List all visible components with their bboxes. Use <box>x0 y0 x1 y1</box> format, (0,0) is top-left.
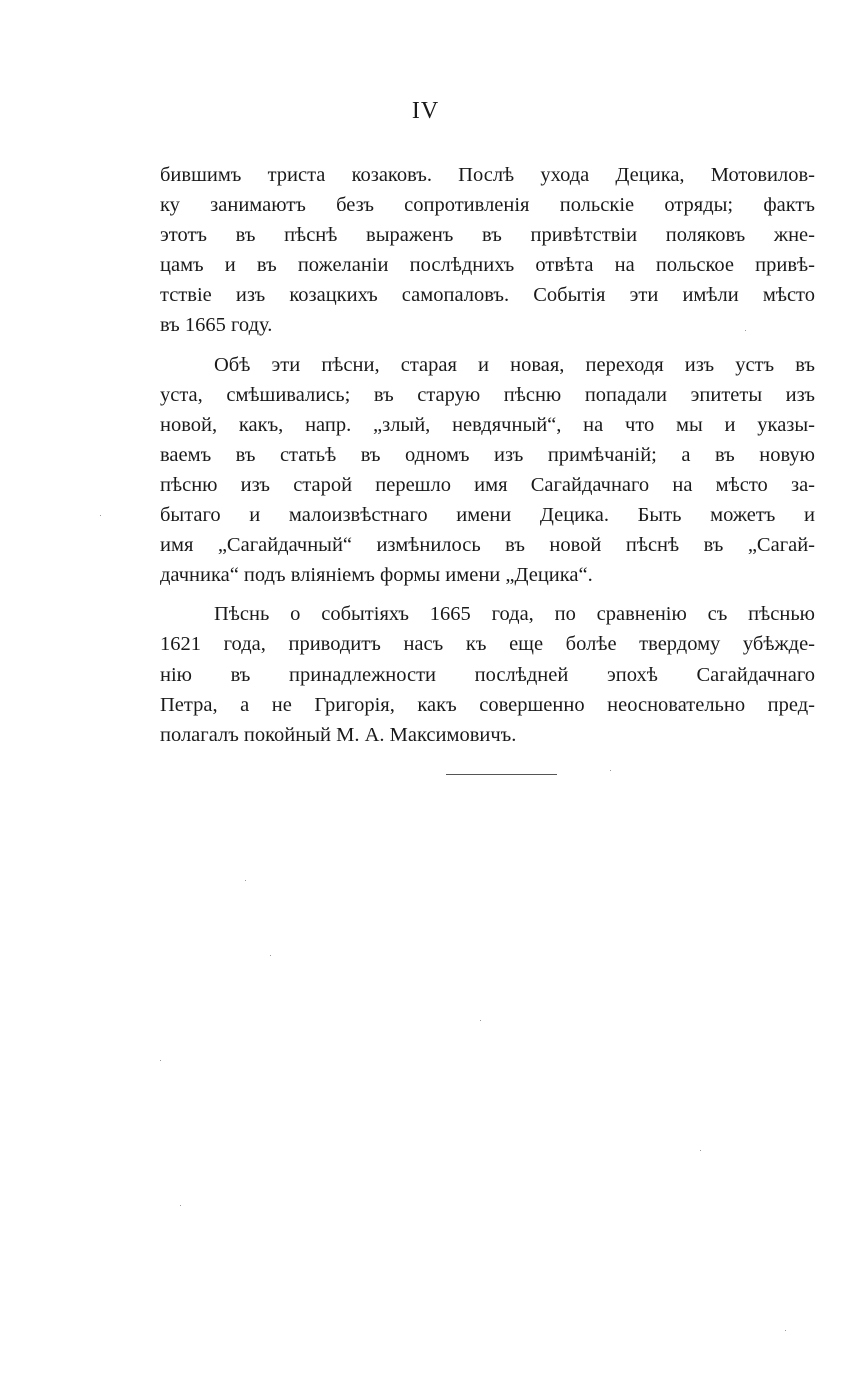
text-line: ваемъ въ статьѣ въ одномъ изъ примѣчаній; а въ новую <box>160 443 815 466</box>
text-line: полагалъ покойный М. А. Максимовичъ. <box>160 723 517 746</box>
scan-speck <box>270 955 271 956</box>
scan-speck <box>100 515 101 516</box>
scan-speck <box>700 1150 701 1151</box>
text-line: Обѣ эти пѣсни, старая и новая, переходя изъ устъ въ <box>214 353 815 376</box>
text-line: новой, какъ, напр. „злый, невдячный“, на что мы и указы- <box>160 413 815 436</box>
text-line: бытаго и малоизвѣстнаго имени Децика. Быть можетъ и <box>160 504 815 527</box>
scan-speck <box>180 1205 181 1206</box>
text-line: ку занимаютъ безъ сопротивленія польскіе отряды; фактъ <box>160 194 815 217</box>
text-line: Петра, а не Григорія, какъ совершенно неосновательно пред- <box>160 693 815 716</box>
page-number: IV <box>411 98 440 124</box>
text-line: въ 1665 году. <box>160 314 273 337</box>
scan-speck <box>480 1020 481 1021</box>
text-line: бившимъ триста козаковъ. Послѣ ухода Децика, Мотовилов- <box>160 164 815 186</box>
scan-speck <box>785 1330 786 1331</box>
paragraph-1 <box>160 160 815 341</box>
scan-speck <box>610 770 611 771</box>
text-line: этотъ въ пѣснѣ выраженъ въ привѣтствіи поляковъ жне- <box>160 224 815 247</box>
text-line: цамъ и въ пожеланіи послѣднихъ отвѣта на польское привѣ- <box>160 254 815 277</box>
text-line: дачника“ подъ вліяніемъ формы имени „Децика“. <box>160 564 593 587</box>
paragraph-3 <box>160 599 815 749</box>
text-line: нію въ принадлежности послѣдней эпохѣ Сагайдачнаго <box>160 663 815 686</box>
text-line: уста, смѣшивались; въ старую пѣсню попадали эпитеты изъ <box>160 383 815 406</box>
text-line: пѣсню изъ старой перешло имя Сагайдачнаго на мѣсто за- <box>160 473 815 496</box>
text-line: имя „Сагайдачный“ измѣнилось въ новой пѣснѣ въ „Сагай- <box>160 534 815 557</box>
body-text <box>160 160 815 759</box>
scan-speck <box>245 880 246 881</box>
text-line: 1621 года, приводитъ насъ къ еще болѣе твердому убѣжде- <box>160 633 815 656</box>
text-line: тствіе изъ козацкихъ самопаловъ. Событія эти имѣли мѣсто <box>160 284 815 307</box>
scan-speck <box>745 330 746 331</box>
paragraph-2 <box>160 350 815 591</box>
text-line: Пѣснь о событіяхъ 1665 года, по сравненію съ пѣснью <box>214 603 815 626</box>
scan-speck <box>160 1060 161 1061</box>
section-divider <box>446 774 557 775</box>
